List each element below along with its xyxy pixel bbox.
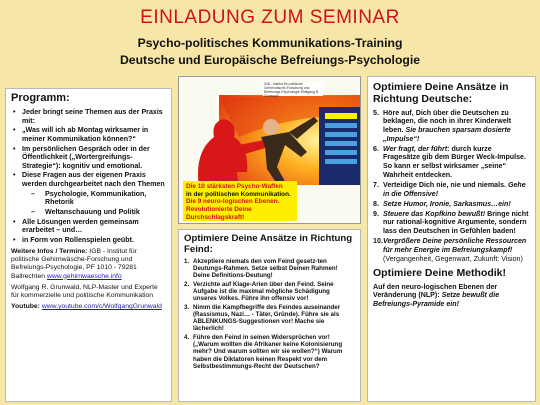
list-item: 6. Wer fragt, der führt: durch kurze Fragesätze gib dem Bürger Weck-Impulse. So kann er selbst wirksamer „seine“ Wahrheit entdecken. [373, 144, 526, 179]
caption-line-2: in der politischen Kommunikation. [186, 190, 291, 198]
page-subtitle-2: Deutsche und Europäische Befreiungs-Psychologie [119, 53, 420, 67]
programm-heading: Programm: [11, 92, 70, 104]
deutsche-list [373, 109, 530, 263]
info-block [11, 248, 166, 281]
list-item: – Psychologie, Kommunikation, Rhetorik [31, 190, 166, 206]
info-text: IGB - Institut für politische Gehirnwäsche-Forschung und Befreiungs-Psychologie, PF 1010 - 79281 Ballrechten [11, 247, 137, 280]
list-item: 8. Setze Humor, Ironie, Sarkasmus…ein! [373, 199, 511, 208]
list-item: • Diese Fragen aus der eigenen Praxis werden durchgearbeitet nach den Themen [11, 171, 166, 188]
author-info: Wolfgang R. Grunwald, NLP-Master und Experte für kommerzielle und politische Kommunikation [11, 283, 158, 300]
deutsche-heading: Optimiere Deine Ansätze in Richtung Deutsche: [373, 81, 509, 106]
list-item: 9. Steuere das Kopfkino bewußt! Bringe nicht nur rational-kognitive Argumente, sondern lass den Deutschen in Gefühlen baden! [373, 209, 529, 236]
caption-line-4: Revolutionierte Deine Durchschlagskraft! [186, 206, 252, 221]
institute-label: IGB - Institut für politische Gehirnwäsche-Forschung und Befreiungs-Psychologie Wolfgang R. Grunwald [263, 82, 323, 96]
list-item: 7. Verteidige Dich nie, nie und niemals. Gehe in die Offensive! [373, 180, 526, 198]
page-subtitle-1: Psycho-politisches Kommunikations-Training [137, 36, 403, 50]
list-item: 2. Verzichte auf Klage-Arien über den Feind. Seine Aufgabe ist die maximal mögliche Schädigung unseres Volkes. Führe ihn offensiv vor! [184, 280, 334, 303]
list-item: • Alle Lösungen werden gemeinsam erarbeitet – und… [11, 218, 166, 235]
feind-heading: Optimiere Deine Ansätze in Richtung Feind: [184, 233, 353, 256]
youtube-link[interactable]: www.youtube.com/c/WolfgangGrunwald [41, 303, 162, 311]
programm-list-2 [11, 218, 166, 245]
seminar-cover-image [178, 76, 361, 224]
programm-sublist [31, 190, 166, 216]
methodik-heading: Optimiere Deine Methodik! [373, 267, 507, 280]
list-item: • „Was will ich ab Montag wirksamer in meiner Kommunikation können?“ [11, 126, 166, 143]
list-item: 3. Nimm die Kampfbegriffe des Feindes auseinander (Rassismus, Nazi… - Täter, Gründe). Führe sie als ABLENKUNGS-Suggestionen vor! Mache sie lächerlich! [184, 303, 341, 333]
info-label: Weitere Infos / Termine: [11, 247, 88, 255]
website-link[interactable]: www.gehirnwaesche.info [46, 272, 122, 280]
programm-box [5, 88, 172, 402]
cover-caption [183, 181, 297, 221]
page-title: EINLADUNG ZUM SEMINAR [140, 7, 400, 28]
list-item: 5. Höre auf, Dich über die Deutschen zu beklagen, die noch in ihrer Kinderwelt leben. Sie brauchen sparsam dosierte „Impulse“! [373, 108, 512, 143]
caption-line-1: Die 10 stärksten Psycho-Waffen [186, 183, 283, 190]
list-item: • Im persönlichen Gespräch oder in der Öffentlichkeit („Wortergreifungs-Strategie“): kognitiv und emotional. [11, 145, 166, 171]
feind-list [184, 258, 355, 371]
list-item: • Jeder bringt seine Themen aus der Praxis mit: [11, 108, 166, 125]
methodik-text: Auf den neuro-logischen Ebenen der Veränderung (NLP): Setze bewußt die Befreiungs-Pyramide ein! [373, 282, 500, 308]
feind-box [178, 229, 361, 402]
youtube-label: Youtube: [11, 303, 40, 311]
deutsche-box [367, 76, 536, 402]
list-item: – Weltanschauung und Politik [31, 208, 166, 216]
programm-list [11, 108, 166, 189]
caption-line-3: Die 9 neuro-logischen Ebenen. [186, 198, 280, 206]
list-item: 4. Führe den Feind in seinen Widersprüchen vor! („Warum wollten die Afrikaner keine Kolonisierung mehr? Und warum sollten wir sie wollen?“) Warum haben die Diktatoren keinen Respekt vor dem Selbstbestimmungs-Recht der Deutschen? [184, 333, 343, 370]
youtube-info [11, 303, 166, 311]
list-item: 10. Vergrößere Deine persönliche Ressourcen für mehr Energie im Befreiungskampf! (Vergangenheit, Gegenwart, Zukunft: Vision) [373, 237, 527, 263]
list-item: • in Form von Rollenspielen geübt. [11, 236, 166, 245]
list-item: 1. Akzeptiere niemals den vom Feind gesetz-ten Deutungs-Rahmen. Setze selbst Deinen Rahmen! Deine Definitions-Deutung! [184, 257, 338, 280]
